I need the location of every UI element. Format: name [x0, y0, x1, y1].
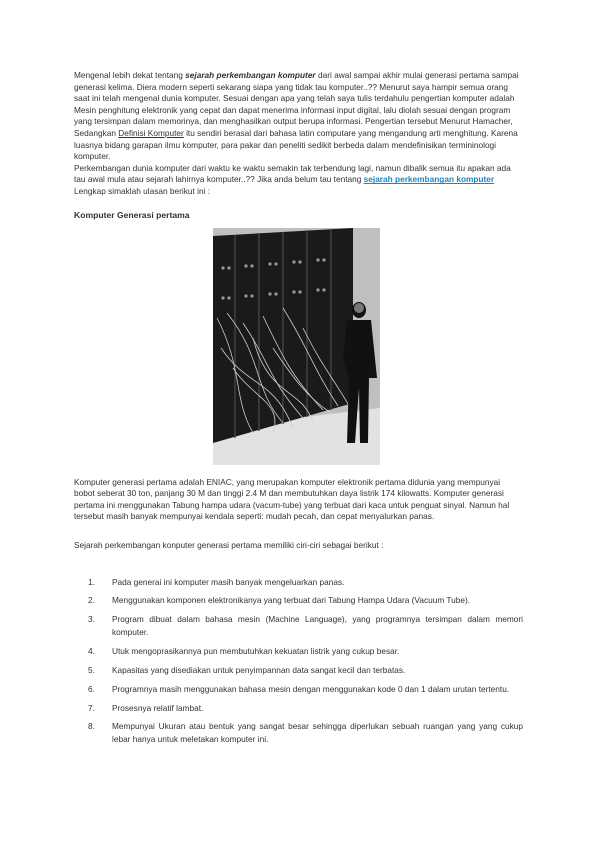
list-text: Pada generai ini komputer masih banyak mengeluarkan panas. [112, 576, 345, 587]
section-heading: Komputer Generasi pertama [74, 209, 190, 220]
list-text: Kapasitas yang disediakan untuk penyimpannan data sangat kecil dan terbatas. [112, 664, 406, 675]
definisi-komputer-link[interactable]: Definisi Komputer [118, 127, 184, 138]
list-number: 2. [88, 595, 95, 606]
list-item [74, 594, 523, 607]
list-text: Mempunyai Ukuran atau bentuk yang sangat besar sehingga diperlukan sebuah ruangan yang yang cukup lebar hanya untuk meletakan komputer ini. [112, 721, 523, 745]
list-text: Programnya masih menggunakan bahasa mesin dengan menggunakan kode 0 dan 1 dalam urutan tertentu. [112, 683, 510, 694]
intro-text: itu sendiri berasal dari bahasa latin computare yang mengandung arti menghitung. Karena luasnya bidang garapan ilmu komputer, para pakar dan peneliti sedikit berbeda dalam mendefinisikan termininologi komputer. [74, 127, 518, 162]
eniac-photo [213, 228, 380, 465]
list-number: 3. [88, 614, 95, 625]
characteristics-list [74, 576, 523, 746]
intro-text: Lengkap simaklah ulasan berikut ini : [74, 185, 211, 196]
list-number: 8. [88, 721, 95, 732]
list-number: 7. [88, 702, 95, 713]
list-number: 4. [88, 645, 95, 656]
sejarah-perkembangan-link[interactable]: sejarah perkembangan komputer [363, 174, 495, 185]
eniac-description: Komputer generasi pertama adalah ENIAC, yang merupakan komputer elektronik pertama didunia yang mempunyai bobot seberat 30 ton, panjang 30 M dan tinggi 2.4 M dan membutuhkan daya listrik 174 kilowatts. Komputer generasi pertama ini menggunakan Tabung hampa udara (vacum-tube) yang terbuat dari kaca untuk penguat sinyal. Namun hal tersebut masih banyak mempunyai kendala seperti: mudah pecah, dan cepat menyalurkan panas. [74, 476, 510, 522]
list-number: 5. [88, 664, 95, 675]
list-text: Program dibuat dalam bahasa mesin (Machine Language), yang programnya tersimpan dalam memori komputer. [112, 614, 523, 637]
list-item [74, 613, 523, 638]
intro-paragraph-2 [74, 163, 523, 198]
list-item [74, 576, 523, 589]
list-item [74, 683, 523, 696]
list-item [74, 702, 523, 715]
intro-text: Perkembangan dunia komputer dari waktu ke waktu semakin tak terbendung lagi, namun dibalik semua itu apakan ada tau awal mula atau sejarah lahirnya komputer..?? Jika anda belum tau tentang [74, 162, 511, 185]
intro-text: dari awal sampai akhir mulai generasi pertama sampai generasi kelima. Diera modern seperti sekarang siapa yang tidak tau komputer..?? Menurut saya hampir semua orang saat ini telah mengenal dunia komputer. Sesuai dengan apa yang telah saya tulis terdahulu pengertian komputer adalah Mesin penghitung elektronik yang cepat dan dapat menerima informasi input digital, lalu diolah sesuai dengan program yang tersimpan dalam memorinya, dan menghasilkan output berupa informasi. Pengertian tersebut Menurut Hamacher, Sedangkan [74, 70, 519, 138]
list-text: Prosesnya relatif lambat. [112, 702, 204, 713]
intro-section [74, 70, 523, 198]
intro-paragraph-1 [74, 70, 523, 163]
intro-bold-phrase: sejarah perkembangan komputer [185, 70, 316, 80]
list-item [74, 720, 523, 745]
list-item [74, 664, 523, 677]
list-number: 6. [88, 683, 95, 694]
list-text: Utuk mengoprasikannya pun membutuhkan kekuatan listrik yang cukup besar. [112, 645, 400, 656]
document-page [74, 70, 523, 752]
list-number: 1. [88, 576, 95, 587]
list-text: Menggunakan komponen elektronikanya yang terbuat dari Tabung Hampa Udara (Vacuum Tube). [112, 595, 471, 606]
list-intro: Sejarah perkembangan konputer generasi pertama memiliki ciri-ciri sebagai berikut : [74, 539, 384, 550]
list-item [74, 645, 523, 658]
intro-text: Mengenal lebih dekat tentang [74, 70, 186, 80]
